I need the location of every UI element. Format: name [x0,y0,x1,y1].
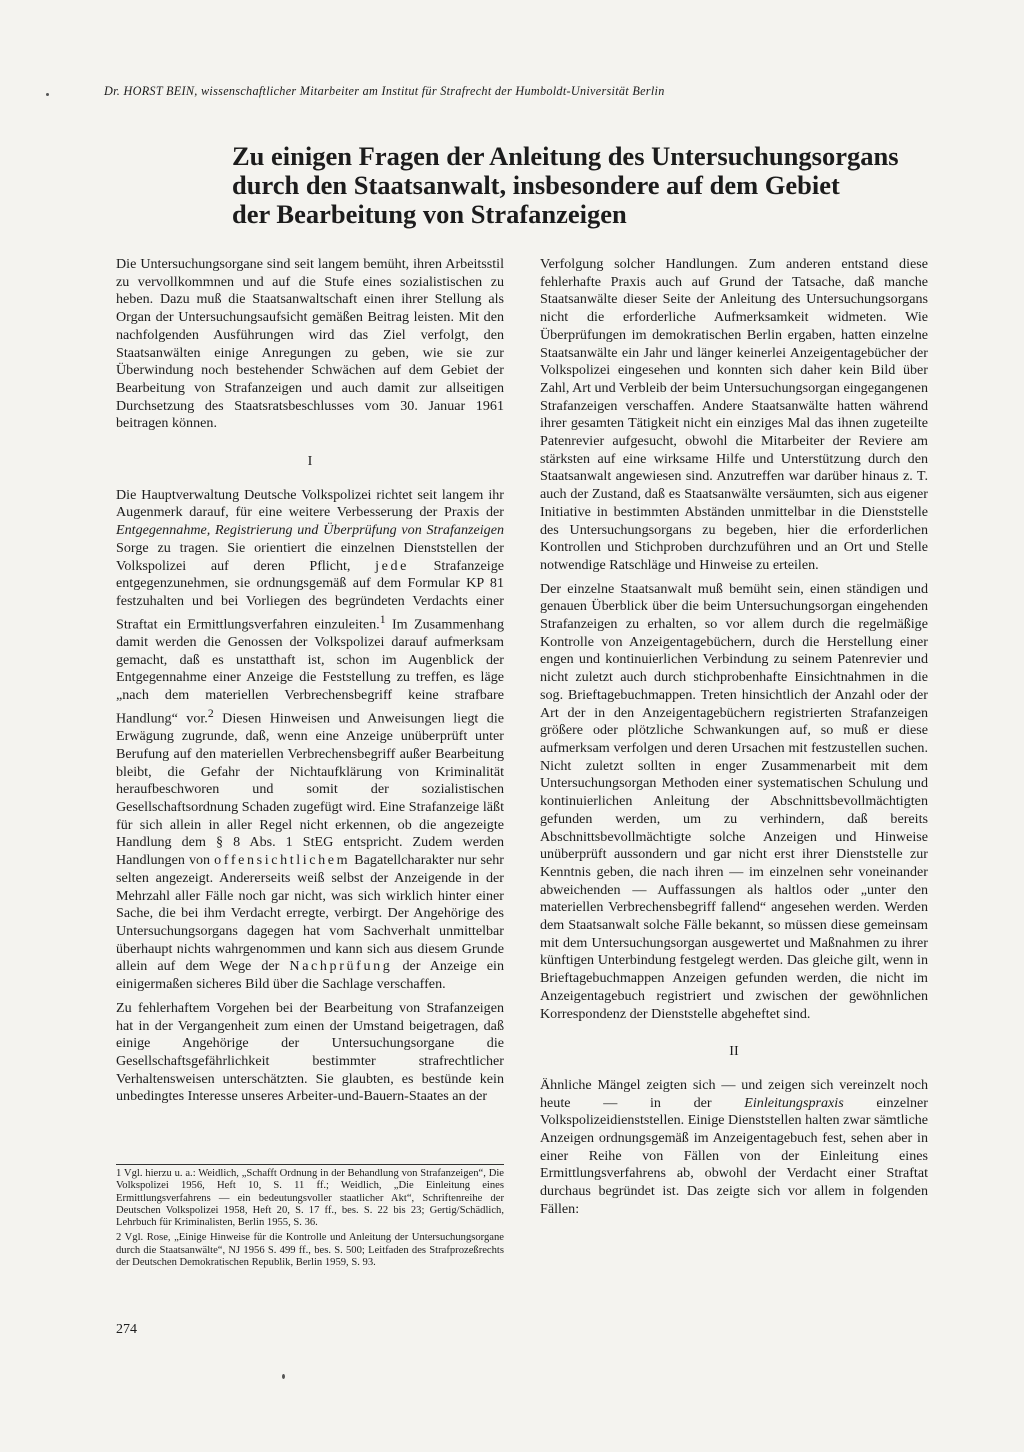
print-speck [46,93,49,96]
body-paragraph: Der einzelne Staatsanwalt muß bemüht sein, einen ständigen und genauen Überblick über die beim Untersuchungsorgan eingehenden Strafanzeigen zu erhalten, so vor allem durch die regelmäßige Kontrolle von Anzeigentagebüchern, durch die Herstellung einer engen und kontinuierlichen Verbindung zu seinem Patenrevier und nicht zuletzt auch durch stichprobenhafte Einsichtnahmen in die sog. Brieftagebuchmappen. Treten hinsichtlich der Anzahl oder der Art der in den Anzeigentagebüchern registrierten Strafanzeigen größere oder plötzliche Schwankungen auf, so muß er diese aufmerksam verfolgen und deren Ursachen mit festzustellen suchen. Nicht zuletzt sollten in enger Zusammenarbeit mit dem Untersuchungsorgan Methoden einer systematischen Schulung und kontinuierlichen Anleitung der Abschnittsbevollmächtigten gefunden werden, um zu verhindern, daß bereits Abschnittsbevollmächtigte solche Anzeigen und Hinweise unüberprüft aussondern und gar nicht erst ihrer Dienststelle zur Kenntnis geben, die nach ihren — im einzelnen sehr voneinander abweichenden — Auffassungen als haltlos oder „unter den materiellen Verbrechensbegriff fallend“ angesehen werden. Werden dem Staatsanwalt solche Fälle bekannt, so müssen diese gemeinsam mit dem Untersuchungsorgan ausgewertet und Maßnahmen zu ihrer künftigen Unterbindung festgelegt werden. Das gleiche gilt, wenn in Brieftagebuchmappen Anzeigen gefunden werden, die nicht im Anzeigentagebuch registriert und zwischen der gewöhnlichen Korrespondenz der Dienststelle abgeheftet sind. [540,580,928,1022]
footnote: 1 Vgl. hierzu u. a.: Weidlich, „Schafft Ordnung in der Behandlung von Strafanzeigen“, Die Volkspolizei 1956, Heft 10, S. 11 ff.; Weidlich, „Die Einleitung eines Ermittlungsverfahrens — ein bedeutungsvoller staatlicher Akt“, Schriftenreihe der Deutschen Volkspolizei 1958, Heft 20, S. 17 ff., bes. S. 22 bis 23; Gertig/Schädlich, Lehrbuch für Kriminalisten, Berlin 1955, S. 36. [116,1168,504,1229]
footnote: 2 Vgl. Rose, „Einige Hinweise für die Kontrolle und Anleitung der Untersuchungsorgane durch die Staatsanwälte“, NJ 1956 S. 499 ff., bes. S. 500; Leitfaden des Strafprozeßrechts der Deutschen Demokratischen Republik, Berlin 1959, S. 93. [116,1232,504,1269]
emphasis-text: Einleitungspraxis [744,1094,844,1111]
body-paragraph: Verfolgung solcher Handlungen. Zum anderen entstand diese fehlerhafte Praxis auch auf Grund der Tatsache, daß manche Staatsanwälte dieser Seite der Anleitung des Untersuchungsorgans nicht die erforderliche Aufmerksamkeit widmeten. Wie Überprüfungen im demokratischen Berlin ergaben, hatten einzelne Staatsanwälte ein Jahr und länger keinerlei Anzeigentagebücher der Volkspolizei eingesehen und konnten sich daher kein Bild über Zahl, Art und Verbleib der beim Untersuchungsorgan eingegangenen Strafanzeigen verschaffen. Andere Staatsanwälte hatten während ihrer gesamten Tätigkeit nicht ein einziges Mal das ihnen zugeteilte Patenrevier aufgesucht, obwohl die Mitarbeiter der Reviere am stärksten auf eine wirksame Hilfe und Unterstützung durch den Staatsanwalt angewiesen sind. Anzutreffen war darüber hinaus z. T. auch der Zustand, daß es Staatsanwälte versäumten, sich aus eigener Initiative in bestimmten Abständen unmittelbar in die Dienststelle des Untersuchungsorgans zu begeben, hier die erforderlichen Kontrollen und Stichproben durchzuführen und an Ort und Stelle notwendige Ratschläge und Hinweise zu erteilen. [540,256,928,573]
body-paragraph: Zu fehlerhaftem Vorgehen bei der Bearbeitung von Strafanzeigen hat in der Vergangenheit zum einen der Umstand beigetragen, daß einige Angehörige der Untersuchungsorgane die Gesellschaftsgefährlichkeit bestimmter strafrechtlicher Verhaltensweisen unterschätzten. Sie glaubten, es bestünde kein unbedingtes Interesse unseres Arbeiter-und-Bauern-Staates an der [116,999,504,1105]
body-paragraph: Die Hauptverwaltung Deutsche Volkspolizei richtet seit langem ihr Augenmerk darauf, für eine weitere Verbesserung der Praxis der Entgegennahme, Registrierung und Überprüfung von Strafanzeigen Sorge zu tragen. Sie orientiert die einzelnen Dienststellen der Volkspolizei auf deren Pflicht, jede Strafanzeige entgegenzunehmen, sie ordnungsgemäß auf dem Formular KP 81 festzuhalten und bei Vorliegen des begründeten Verdachts einer Straftat ein Ermittlungsverfahren einzuleiten.$^1$ Im Zusammenhang damit werden die Genossen der Volkspolizei darauf aufmerksam gemacht, daß es unstatthaft ist, schon im Augenblick der Entgegennahme einer Anzeige die Feststellung zu treffen, es läge „nach dem materiellen Verbrechensbegriff keine strafbare Handlung“ vor.$^2$ Diesen Hinweisen und Anweisungen liegt die Erwägung zugrunde, daß, wenn eine Anzeige unüberprüft unter Berufung auf den materiellen Verbrechensbegriff außer Bearbeitung bleibt, die Gefahr der Nichtaufklärung von Kriminalität heraufbeschworen und somit der sozialistischen Gesellschaftsordnung Schaden zugefügt wird. Eine Strafanzeige läßt für sich allein in aller Regel nicht erkennen, ob die angezeigte Handlung dem § 8 Abs. 1 StEG entspricht. Zudem werden Handlungen von offensichtlichem Bagatellcharakter nur sehr selten angezeigt. Andererseits weiß selbst der Anzeigende in der Mehrzahl aller Fälle noch gar nicht, was sich wirklich hinter einer Sache, die bei ihm Verdacht erregte, verbirgt. Der Angehörige des Untersuchungsorgans dagegen hat vom Sachverhalt unmittelbar überhaupt nichts wahrgenommen und kann sich aus diesem Grunde allein auf dem Wege der Nachprüfung der Anzeige ein einigermaßen sicheres Bild über die Sachlage verschaffen. [116,486,505,993]
section-heading-i: I [307,453,313,470]
footnote-ref: 2 [207,706,214,720]
article-title [232,142,952,229]
footnote-ref: 1 [379,612,386,626]
title-line: Zu einigen Fragen der Anleitung des Untersuchungsorgans [232,141,899,171]
print-speck [282,1374,285,1379]
title-line: durch den Staatsanwalt, insbesondere auf dem Gebiet [232,170,840,200]
title-line: der Bearbeitung von Strafanzeigen [232,199,627,229]
right-column [540,256,928,1225]
emphasis-text: Entgegennahme, Registrierung und Überprüfung von Strafanzeigen [116,522,504,539]
left-column [116,256,504,1112]
spaced-emphasis: jede [375,557,409,574]
body-paragraph: Ähnliche Mängel zeigten sich — und zeigen sich vereinzelt noch heute — in der Einleitungspraxis einzelner Volkspolizeidienststellen. Einige Dienststellen halten zwar sämtliche Anzeigen ordnungsgemäß im Anzeigentagebuch fest, sehen aber in einer Reihe von Fällen von der Einleitung eines Ermittlungsverfahrens ab, obwohl der Verdacht einer Straftat durchaus begründet ist. Das zeigte sich vor allem in folgenden Fällen: [540,1076,929,1217]
author-byline: Dr. HORST BEIN, wissenschaftlicher Mitarbeiter am Institut für Strafrecht der Humboldt-Universität Berlin [104,84,665,98]
spaced-emphasis: offensichtlichem [214,852,351,869]
spaced-emphasis: Nachprüfung [289,958,393,975]
section-heading-ii: II [729,1043,739,1060]
page-number: 274 [116,1322,137,1337]
footnotes [116,1164,504,1272]
intro-paragraph: Die Untersuchungsorgane sind seit langem bemüht, ihren Arbeitsstil zu vervollkommnen und auf die Stufe eines sozialistischen zu heben. Dazu muß die Staatsanwaltschaft einen ihrer Stellung als Organ der Untersuchungsaufsicht gemäßen Beitrag leisten. Mit den nachfolgenden Ausführungen wird das Ziel verfolgt, den Staatsanwälten einige Anregungen zu geben, wie sie zur Überwindung noch bestehender Schwächen auf dem Gebiet der Bearbeitung von Strafanzeigen und auch damit zur allseitigen Durchsetzung des Staatsratsbeschlusses vom 30. Januar 1961 beitragen können. [116,256,504,432]
